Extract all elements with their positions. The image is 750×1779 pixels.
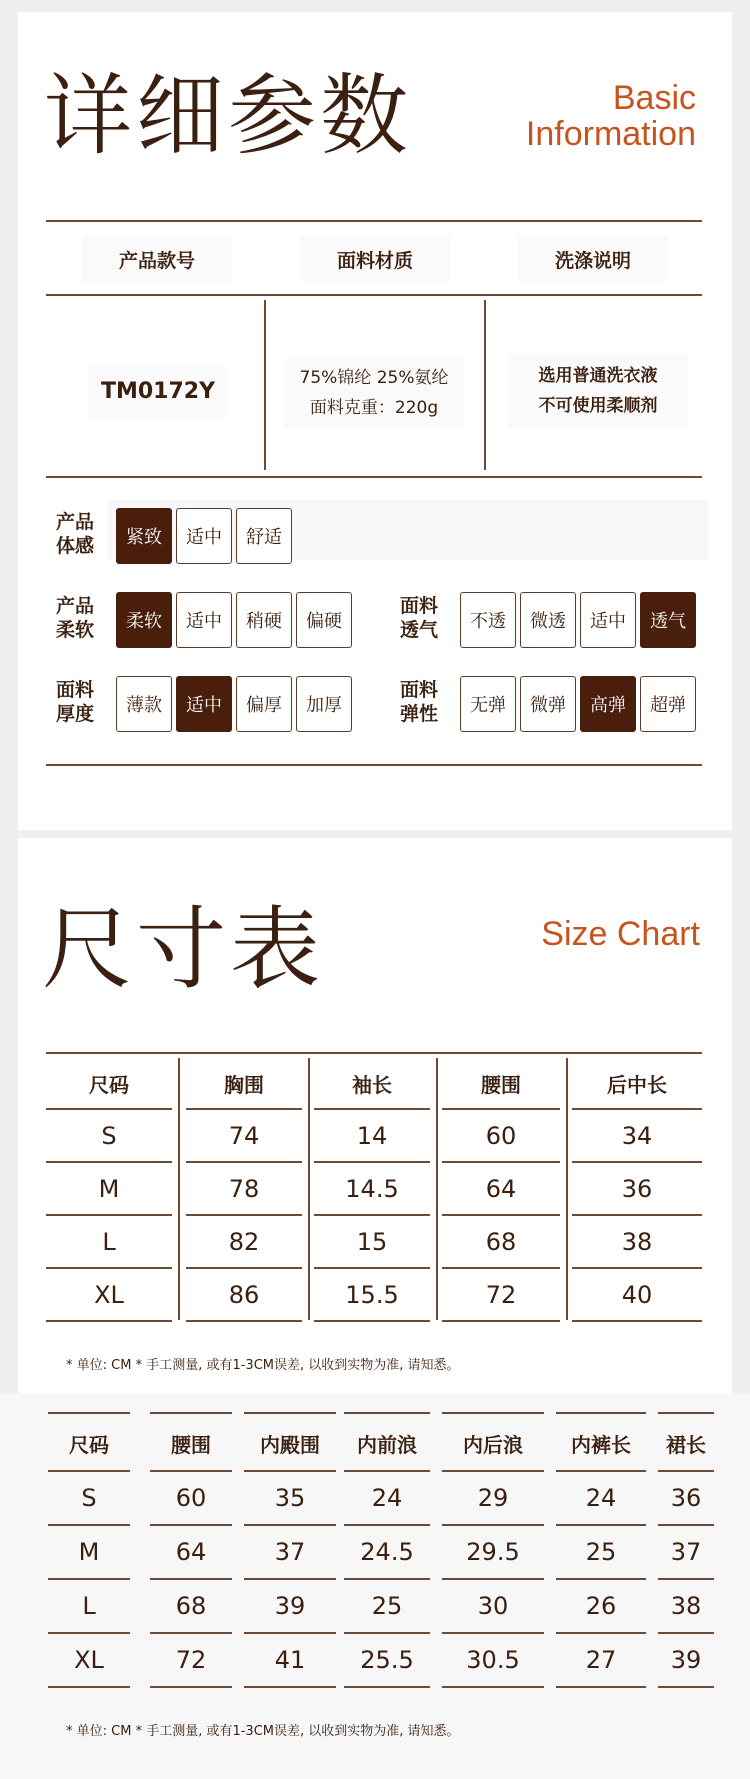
table-cell: 24.5 bbox=[360, 1538, 414, 1566]
divider bbox=[46, 476, 702, 478]
cell-underline bbox=[556, 1686, 646, 1688]
chip-fit-tight: 紧致 bbox=[116, 508, 172, 564]
chip-soft-soft: 柔软 bbox=[116, 592, 172, 648]
chip-breath-slight: 微透 bbox=[520, 592, 576, 648]
table-cell: 26 bbox=[585, 1592, 617, 1620]
fabric-composition: 75%锦纶 25%氨纶 bbox=[299, 368, 449, 388]
chip-soft-medium: 适中 bbox=[176, 592, 232, 648]
table-cell: 60 bbox=[485, 1121, 517, 1150]
basic-title-cn: 详细参数 bbox=[44, 64, 413, 167]
product-code-value: TM0172Y bbox=[100, 379, 216, 404]
table-cell: 37 bbox=[670, 1538, 702, 1566]
chip-thick-thin: 薄款 bbox=[116, 676, 172, 732]
table-header-cell: 胸围 bbox=[224, 1072, 264, 1097]
header-product-code: 产品款号 bbox=[82, 236, 232, 282]
table-header-cell: 腰围 bbox=[481, 1072, 521, 1097]
chip-thick-thickish: 偏厚 bbox=[236, 676, 292, 732]
cell-topline bbox=[556, 1412, 646, 1414]
table-cell: 36 bbox=[621, 1174, 653, 1203]
table-cell: 68 bbox=[175, 1592, 207, 1620]
size-note-bottom: * 单位: CM * 手工测量, 或有1-3CM误差, 以收到实物为准, 请知悉。 bbox=[66, 1724, 460, 1739]
table-cell: 15.5 bbox=[345, 1280, 399, 1309]
table-header-cell: 腰围 bbox=[171, 1432, 211, 1457]
table-cell: 14 bbox=[356, 1121, 388, 1150]
table-cell: M bbox=[78, 1538, 100, 1566]
table-cell: 15 bbox=[356, 1227, 388, 1256]
table-cell: 38 bbox=[621, 1227, 653, 1256]
table-cell: S bbox=[101, 1121, 117, 1150]
cell-underline bbox=[150, 1686, 232, 1688]
cell-underline bbox=[244, 1686, 336, 1688]
table-cell: 30.5 bbox=[466, 1646, 520, 1674]
table-header-cell: 内殿围 bbox=[260, 1432, 320, 1457]
size-title-cn: 尺寸表 bbox=[42, 897, 324, 1002]
header-wash: 洗涤说明 bbox=[518, 236, 668, 282]
table-cell: 37 bbox=[274, 1538, 306, 1566]
chip-soft-slightly-hard: 稍硬 bbox=[236, 592, 292, 648]
cell-underline bbox=[186, 1320, 302, 1322]
table-cell: 64 bbox=[175, 1538, 207, 1566]
divider bbox=[46, 764, 702, 766]
table-cell: 82 bbox=[228, 1227, 260, 1256]
wash-instruction-2: 不可使用柔顺剂 bbox=[538, 396, 658, 416]
basic-title-en-line1: Basic bbox=[612, 79, 696, 117]
table-cell: 25.5 bbox=[360, 1646, 414, 1674]
cell-underline bbox=[46, 1320, 172, 1322]
chip-soft-hard: 偏硬 bbox=[296, 592, 352, 648]
table-cell: 36 bbox=[670, 1484, 702, 1512]
softness-label: 产品 柔软 bbox=[56, 595, 95, 641]
wash-info bbox=[508, 354, 688, 428]
table-cell: S bbox=[81, 1484, 97, 1512]
table-cell: 25 bbox=[585, 1538, 617, 1566]
table-cell: 78 bbox=[228, 1174, 260, 1203]
table-cell: 30 bbox=[477, 1592, 509, 1620]
fit-label: 产品 体感 bbox=[56, 511, 95, 557]
table-cell: L bbox=[82, 1592, 96, 1620]
size-note: * 单位: CM * 手工测量, 或有1-3CM误差, 以收到实物为准, 请知悉。 bbox=[66, 1358, 460, 1373]
table-cell: M bbox=[98, 1174, 120, 1203]
cell-underline bbox=[314, 1320, 430, 1322]
table-cell: 86 bbox=[228, 1280, 260, 1309]
table-cell: 41 bbox=[274, 1646, 306, 1674]
table-cell: L bbox=[102, 1227, 116, 1256]
cell-underline bbox=[344, 1686, 430, 1688]
cell-topline bbox=[658, 1412, 714, 1414]
table-top-border bbox=[46, 1052, 702, 1054]
table-cell: 72 bbox=[175, 1646, 207, 1674]
table-header-cell: 尺码 bbox=[89, 1072, 129, 1097]
chip-fit-medium: 适中 bbox=[176, 508, 232, 564]
column-divider bbox=[566, 1058, 568, 1320]
fabric-weight: 面料克重：220g bbox=[309, 398, 439, 418]
table-header-cell: 尺码 bbox=[69, 1432, 109, 1457]
cell-underline bbox=[572, 1320, 702, 1322]
table-cell: 39 bbox=[274, 1592, 306, 1620]
table-cell: XL bbox=[94, 1280, 124, 1309]
wash-instruction-1: 选用普通洗衣液 bbox=[538, 366, 658, 386]
table-cell: 34 bbox=[621, 1121, 653, 1150]
product-code bbox=[88, 366, 228, 418]
table-cell: 40 bbox=[621, 1280, 653, 1309]
table-cell: 39 bbox=[670, 1646, 702, 1674]
thickness-label: 面料 厚度 bbox=[56, 679, 95, 725]
table-cell: 27 bbox=[585, 1646, 617, 1674]
table-header-cell: 内后浪 bbox=[463, 1432, 523, 1457]
size-title-en: Size Chart bbox=[541, 915, 700, 953]
column-divider bbox=[436, 1058, 438, 1320]
table-cell: 35 bbox=[274, 1484, 306, 1512]
cell-topline bbox=[244, 1412, 336, 1414]
chip-elastic-super: 超弹 bbox=[640, 676, 696, 732]
cell-topline bbox=[150, 1412, 232, 1414]
chip-thick-extra: 加厚 bbox=[296, 676, 352, 732]
table-cell: 74 bbox=[228, 1121, 260, 1150]
table-cell: 14.5 bbox=[345, 1174, 399, 1203]
column-divider bbox=[264, 300, 266, 470]
table-cell: 24 bbox=[371, 1484, 403, 1512]
breath-label: 面料 透气 bbox=[400, 595, 439, 641]
chip-elastic-high: 高弹 bbox=[580, 676, 636, 732]
chip-breath-breathable: 透气 bbox=[640, 592, 696, 648]
table-cell: 24 bbox=[585, 1484, 617, 1512]
table-cell: 38 bbox=[670, 1592, 702, 1620]
chip-breath-medium: 适中 bbox=[580, 592, 636, 648]
column-divider bbox=[484, 300, 486, 470]
fabric-info bbox=[284, 358, 464, 428]
column-divider bbox=[308, 1058, 310, 1320]
table-cell: XL bbox=[74, 1646, 104, 1674]
table-cell: 29 bbox=[477, 1484, 509, 1512]
table-header-cell: 裙长 bbox=[666, 1432, 706, 1457]
divider bbox=[46, 294, 702, 296]
cell-underline bbox=[442, 1320, 560, 1322]
divider bbox=[46, 220, 702, 222]
column-divider bbox=[178, 1058, 180, 1320]
chip-breath-none: 不透 bbox=[460, 592, 516, 648]
elastic-label: 面料 弹性 bbox=[400, 679, 439, 725]
basic-title-en-line2: Information bbox=[525, 115, 696, 153]
chip-elastic-slight: 微弹 bbox=[520, 676, 576, 732]
table-cell: 60 bbox=[175, 1484, 207, 1512]
table-cell: 25 bbox=[371, 1592, 403, 1620]
table-cell: 29.5 bbox=[466, 1538, 520, 1566]
table-cell: 68 bbox=[485, 1227, 517, 1256]
cell-underline bbox=[442, 1686, 544, 1688]
cell-topline bbox=[442, 1412, 544, 1414]
chip-fit-comfort: 舒适 bbox=[236, 508, 292, 564]
table-header-cell: 后中长 bbox=[607, 1072, 667, 1097]
chip-elastic-none: 无弹 bbox=[460, 676, 516, 732]
cell-topline bbox=[344, 1412, 430, 1414]
table-header-cell: 内前浪 bbox=[357, 1432, 417, 1457]
cell-underline bbox=[658, 1686, 714, 1688]
header-fabric: 面料材质 bbox=[300, 236, 450, 282]
table-cell: 72 bbox=[485, 1280, 517, 1309]
cell-underline bbox=[48, 1686, 130, 1688]
chip-thick-medium: 适中 bbox=[176, 676, 232, 732]
table-cell: 64 bbox=[485, 1174, 517, 1203]
table-header-cell: 内裤长 bbox=[571, 1432, 631, 1457]
table-header-cell: 袖长 bbox=[352, 1072, 392, 1097]
cell-topline bbox=[48, 1412, 130, 1414]
